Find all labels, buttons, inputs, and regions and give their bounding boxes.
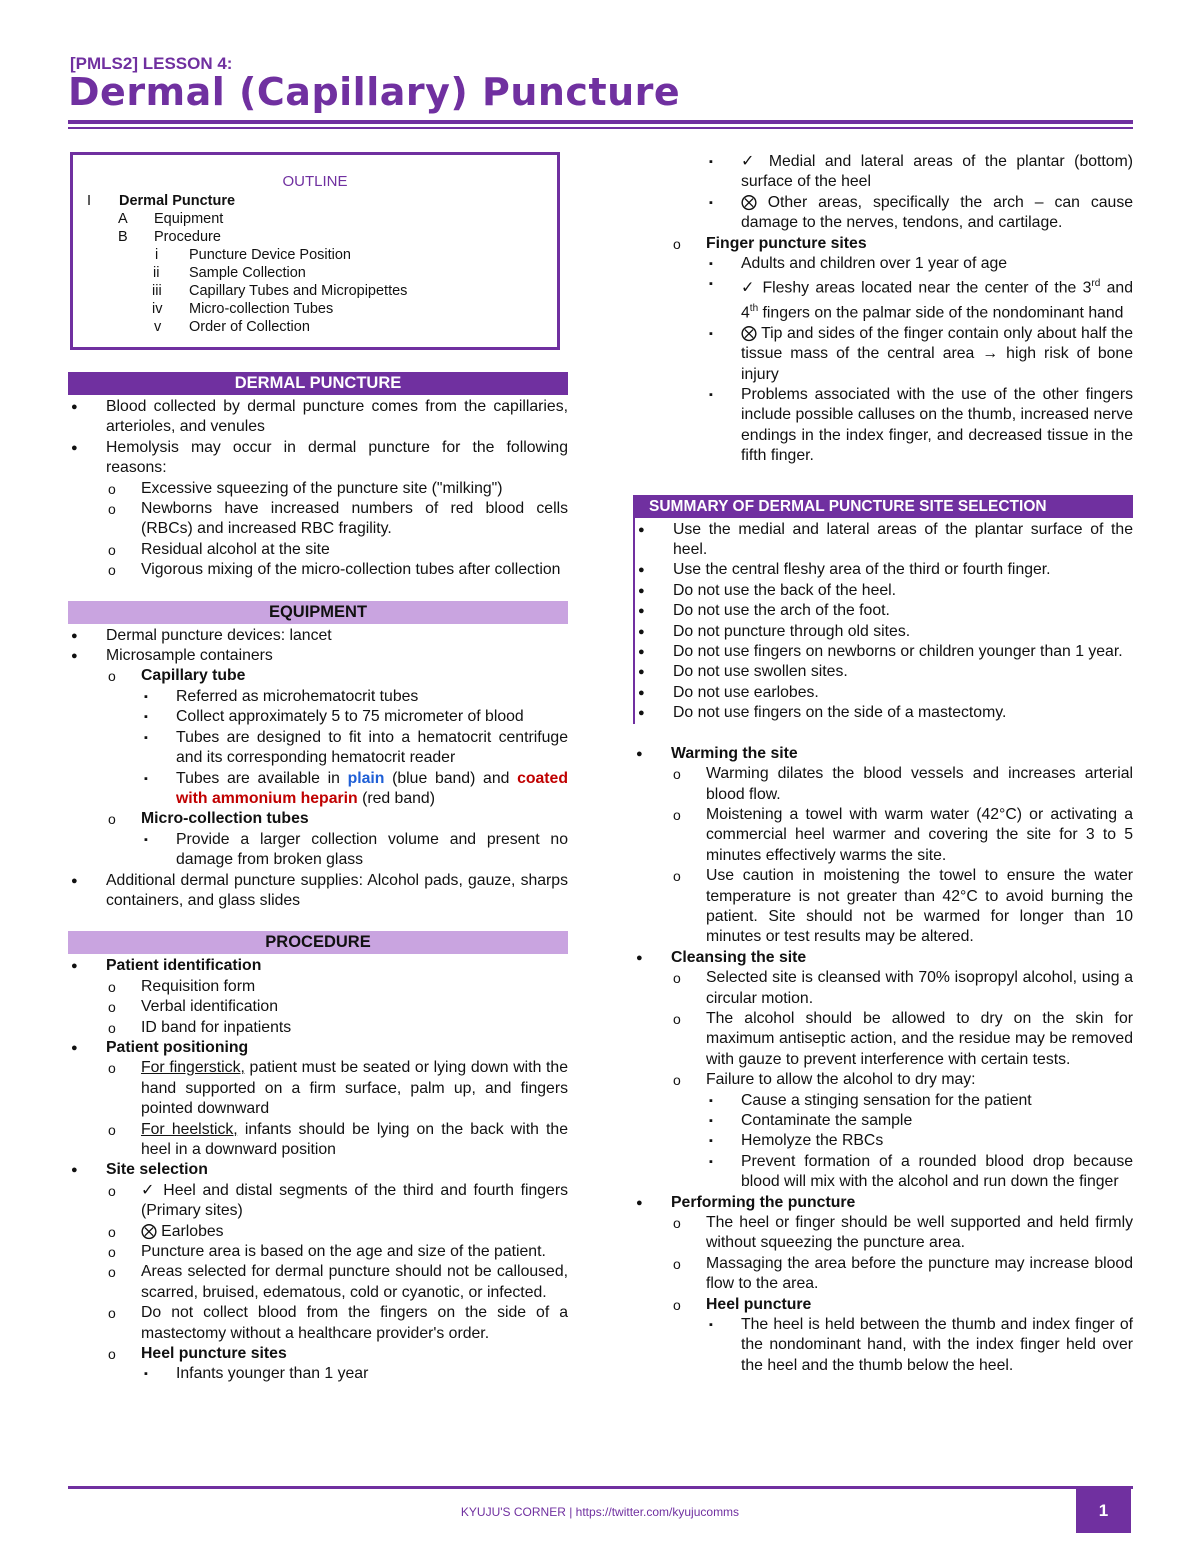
- list-item: ● Site selection: [71, 1161, 208, 1179]
- list-item: o Do not collect blood from the fingers on the side of a mastectomy without a healthcare provider's order.: [108, 1304, 568, 1342]
- list-item: ▪ ✓ Medial and lateral areas of the plantar (bottom) surface of the heel: [709, 153, 1133, 191]
- list-item: o Residual alcohol at the site: [108, 540, 330, 558]
- list-item: o Heel puncture sites: [108, 1345, 287, 1363]
- outline-row: B Procedure: [118, 229, 221, 245]
- outline-heading: OUTLINE: [282, 173, 348, 190]
- page-number: 1: [1076, 1489, 1131, 1533]
- list-item: o Requisition form: [108, 977, 256, 995]
- title-rule: [68, 120, 1133, 124]
- list-item: o ⨂ Earlobes: [108, 1222, 224, 1240]
- list-item: ▪ Collect approximately 5 to 75 micrometer of blood: [144, 708, 524, 726]
- list-item: o Selected site is cleansed with 70% isopropyl alcohol, using a circular motion.: [673, 969, 1133, 1007]
- title-rule-thin: [68, 127, 1133, 129]
- list-item: o Excessive squeezing of the puncture site ("milking"): [108, 479, 503, 497]
- list-item: ● Patient identification: [71, 957, 262, 975]
- list-item: o ✓ Heel and distal segments of the third and fourth fingers (Primary sites): [108, 1181, 568, 1220]
- list-item: ● Hemolysis may occur in dermal puncture for the following reasons:: [71, 438, 568, 477]
- list-item: ▪ ⨂ Other areas, specifically the arch – can cause damage to the nerves, tendons, and cartilage.: [709, 193, 1133, 232]
- outline-box: [70, 152, 560, 350]
- footer-text: KYUJU'S CORNER | https://twitter.com/kyujucomms: [460, 1505, 740, 1519]
- list-item: ● Performing the puncture: [636, 1193, 856, 1211]
- left-column: [68, 372, 568, 1385]
- list-item: ▪ Referred as microhematocrit tubes: [144, 687, 419, 705]
- list-item: ▪ The heel is held between the thumb and index finger of the nondominant hand, with the index finger held over the heel and the thumb below the heel.: [709, 1316, 1133, 1374]
- list-item: ● Do not use earlobes.: [638, 683, 819, 701]
- list-item: ● Use the central fleshy area of the third or fourth finger.: [638, 561, 1051, 579]
- list-item: o Puncture area is based on the age and size of the patient.: [108, 1243, 546, 1261]
- list-item: o For heelstick, infants should be lying on the back with the heel in a downward position: [108, 1120, 568, 1158]
- list-item: ▪ Prevent formation of a rounded blood drop because blood will mix with the alcohol and run down the finger: [709, 1152, 1133, 1191]
- list-item: o Newborns have increased numbers of red blood cells (RBCs) and increased RBC fragility.: [108, 500, 568, 538]
- list-item: o The alcohol should be allowed to dry on the skin for maximum antiseptic action, and the residue may be removed with gauze to prevent interference with certain tests.: [673, 1009, 1133, 1068]
- list-item: o Capillary tube: [108, 667, 246, 685]
- list-item: o For fingerstick, patient must be seated or lying down with the hand supported on a firm surface, palm up, and fingers pointed downward: [108, 1059, 568, 1118]
- page-title: Dermal (Capillary) Puncture: [68, 70, 681, 114]
- list-item: o Heel puncture: [673, 1295, 812, 1313]
- list-item: ● Do not use swollen sites.: [638, 663, 848, 681]
- list-item: o Warming dilates the blood vessels and increases arterial blood flow.: [673, 765, 1133, 803]
- list-item: ● Do not use the arch of the foot.: [638, 602, 890, 620]
- list-item: ● Do not puncture through old sites.: [638, 622, 911, 640]
- outline-row: ii Sample Collection: [153, 265, 306, 281]
- list-item: ▪ Adults and children over 1 year of age: [709, 255, 1008, 273]
- list-item: ● Do not use fingers on newborns or children younger than 1 year.: [638, 643, 1123, 661]
- list-item: ● Do not use the back of the heel.: [638, 581, 897, 599]
- list-item: o Areas selected for dermal puncture should not be calloused, scarred, bruised, edematous, cold or cyanotic, or infected.: [108, 1263, 568, 1301]
- section-header-dermal: DERMAL PUNCTURE: [68, 372, 568, 395]
- list-item: ● Warming the site: [636, 744, 798, 762]
- outline-row: A Equipment: [118, 211, 224, 227]
- list-item: ● Do not use fingers on the side of a mastectomy.: [638, 704, 1007, 722]
- lesson-label: [PMLS2] LESSON 4:: [70, 54, 233, 73]
- outline-row: v Order of Collection: [154, 319, 310, 335]
- footer-rule: [68, 1486, 1133, 1489]
- section-header-summary: SUMMARY OF DERMAL PUNCTURE SITE SELECTION: [635, 495, 1133, 518]
- list-item: ● Use the medial and lateral areas of the plantar surface of the heel.: [638, 520, 1133, 559]
- list-item: o Massaging the area before the puncture may increase blood flow to the area.: [673, 1254, 1133, 1293]
- outline-row: i Puncture Device Position: [155, 247, 351, 263]
- list-item: ▪ Hemolyze the RBCs: [709, 1132, 884, 1150]
- list-item: ▪ Cause a stinging sensation for the patient: [709, 1091, 1032, 1109]
- right-column: [633, 152, 1133, 1376]
- outline-row: iv Micro-collection Tubes: [152, 301, 334, 317]
- list-item: ▪ Provide a larger collection volume and present no damage from broken glass: [144, 830, 568, 869]
- list-item: ● Microsample containers: [71, 647, 273, 665]
- list-item: ● Blood collected by dermal puncture comes from the capillaries, arterioles, and venules: [71, 398, 568, 436]
- list-item: ▪ Tubes are designed to fit into a hematocrit centrifuge and its corresponding hematocrit reader: [144, 728, 568, 767]
- list-item: ● Patient positioning: [71, 1038, 249, 1056]
- list-item: o Finger puncture sites: [673, 234, 867, 252]
- list-item: ▪ Tubes are available in plain (blue band) and coated with ammonium heparin (red band): [144, 769, 568, 807]
- list-item: ▪ Problems associated with the use of the other fingers include possible calluses on the thumb, increased nerve endings in the index finger, and decreased tissue in the fifth finger.: [709, 386, 1133, 465]
- list-item: o ID band for inpatients: [108, 1018, 292, 1036]
- list-item: o Failure to allow the alcohol to dry may:: [673, 1071, 976, 1089]
- summary-box: [633, 495, 1133, 724]
- outline-row: iii Capillary Tubes and Micropipettes: [152, 283, 408, 299]
- section-header-procedure: PROCEDURE: [68, 931, 568, 954]
- list-item: ▪ Infants younger than 1 year: [144, 1365, 369, 1383]
- outline-row: I Dermal Puncture: [87, 193, 236, 209]
- list-item: ● Cleansing the site: [636, 948, 807, 966]
- list-item: o Use caution in moistening the towel to ensure the water temperature is not greater than 42°C to avoid burning the patient. Site should not be warmed for longer than 10 minutes or test results may be altered.: [673, 867, 1133, 946]
- list-item: o The heel or finger should be well supported and held firmly without squeezing the puncture area.: [673, 1214, 1133, 1252]
- list-item: o Vigorous mixing of the micro-collection tubes after collection: [108, 561, 561, 579]
- list-item: o Moistening a towel with warm water (42°C) or activating a commercial heel warmer and covering the site for 3 to 5 minutes effectively warms the site.: [673, 805, 1133, 864]
- list-item: ▪ ⨂ Tip and sides of the finger contain only about half the tissue mass of the central area → high risk of bone injury: [709, 324, 1133, 383]
- list-item: ● Dermal puncture devices: lancet: [71, 626, 332, 644]
- list-item: ▪ ✓ Fleshy areas located near the center of the 3rd and 4th fingers on the palmar side of the nondominant hand: [709, 278, 1134, 322]
- list-item: ▪ Contaminate the sample: [709, 1112, 913, 1129]
- section-header-equipment: EQUIPMENT: [68, 601, 568, 624]
- list-item: o Verbal identification: [108, 998, 278, 1016]
- list-item: o Micro-collection tubes: [108, 810, 309, 828]
- list-item: ● Additional dermal puncture supplies: Alcohol pads, gauze, sharps containers, and glass slides: [71, 871, 568, 909]
